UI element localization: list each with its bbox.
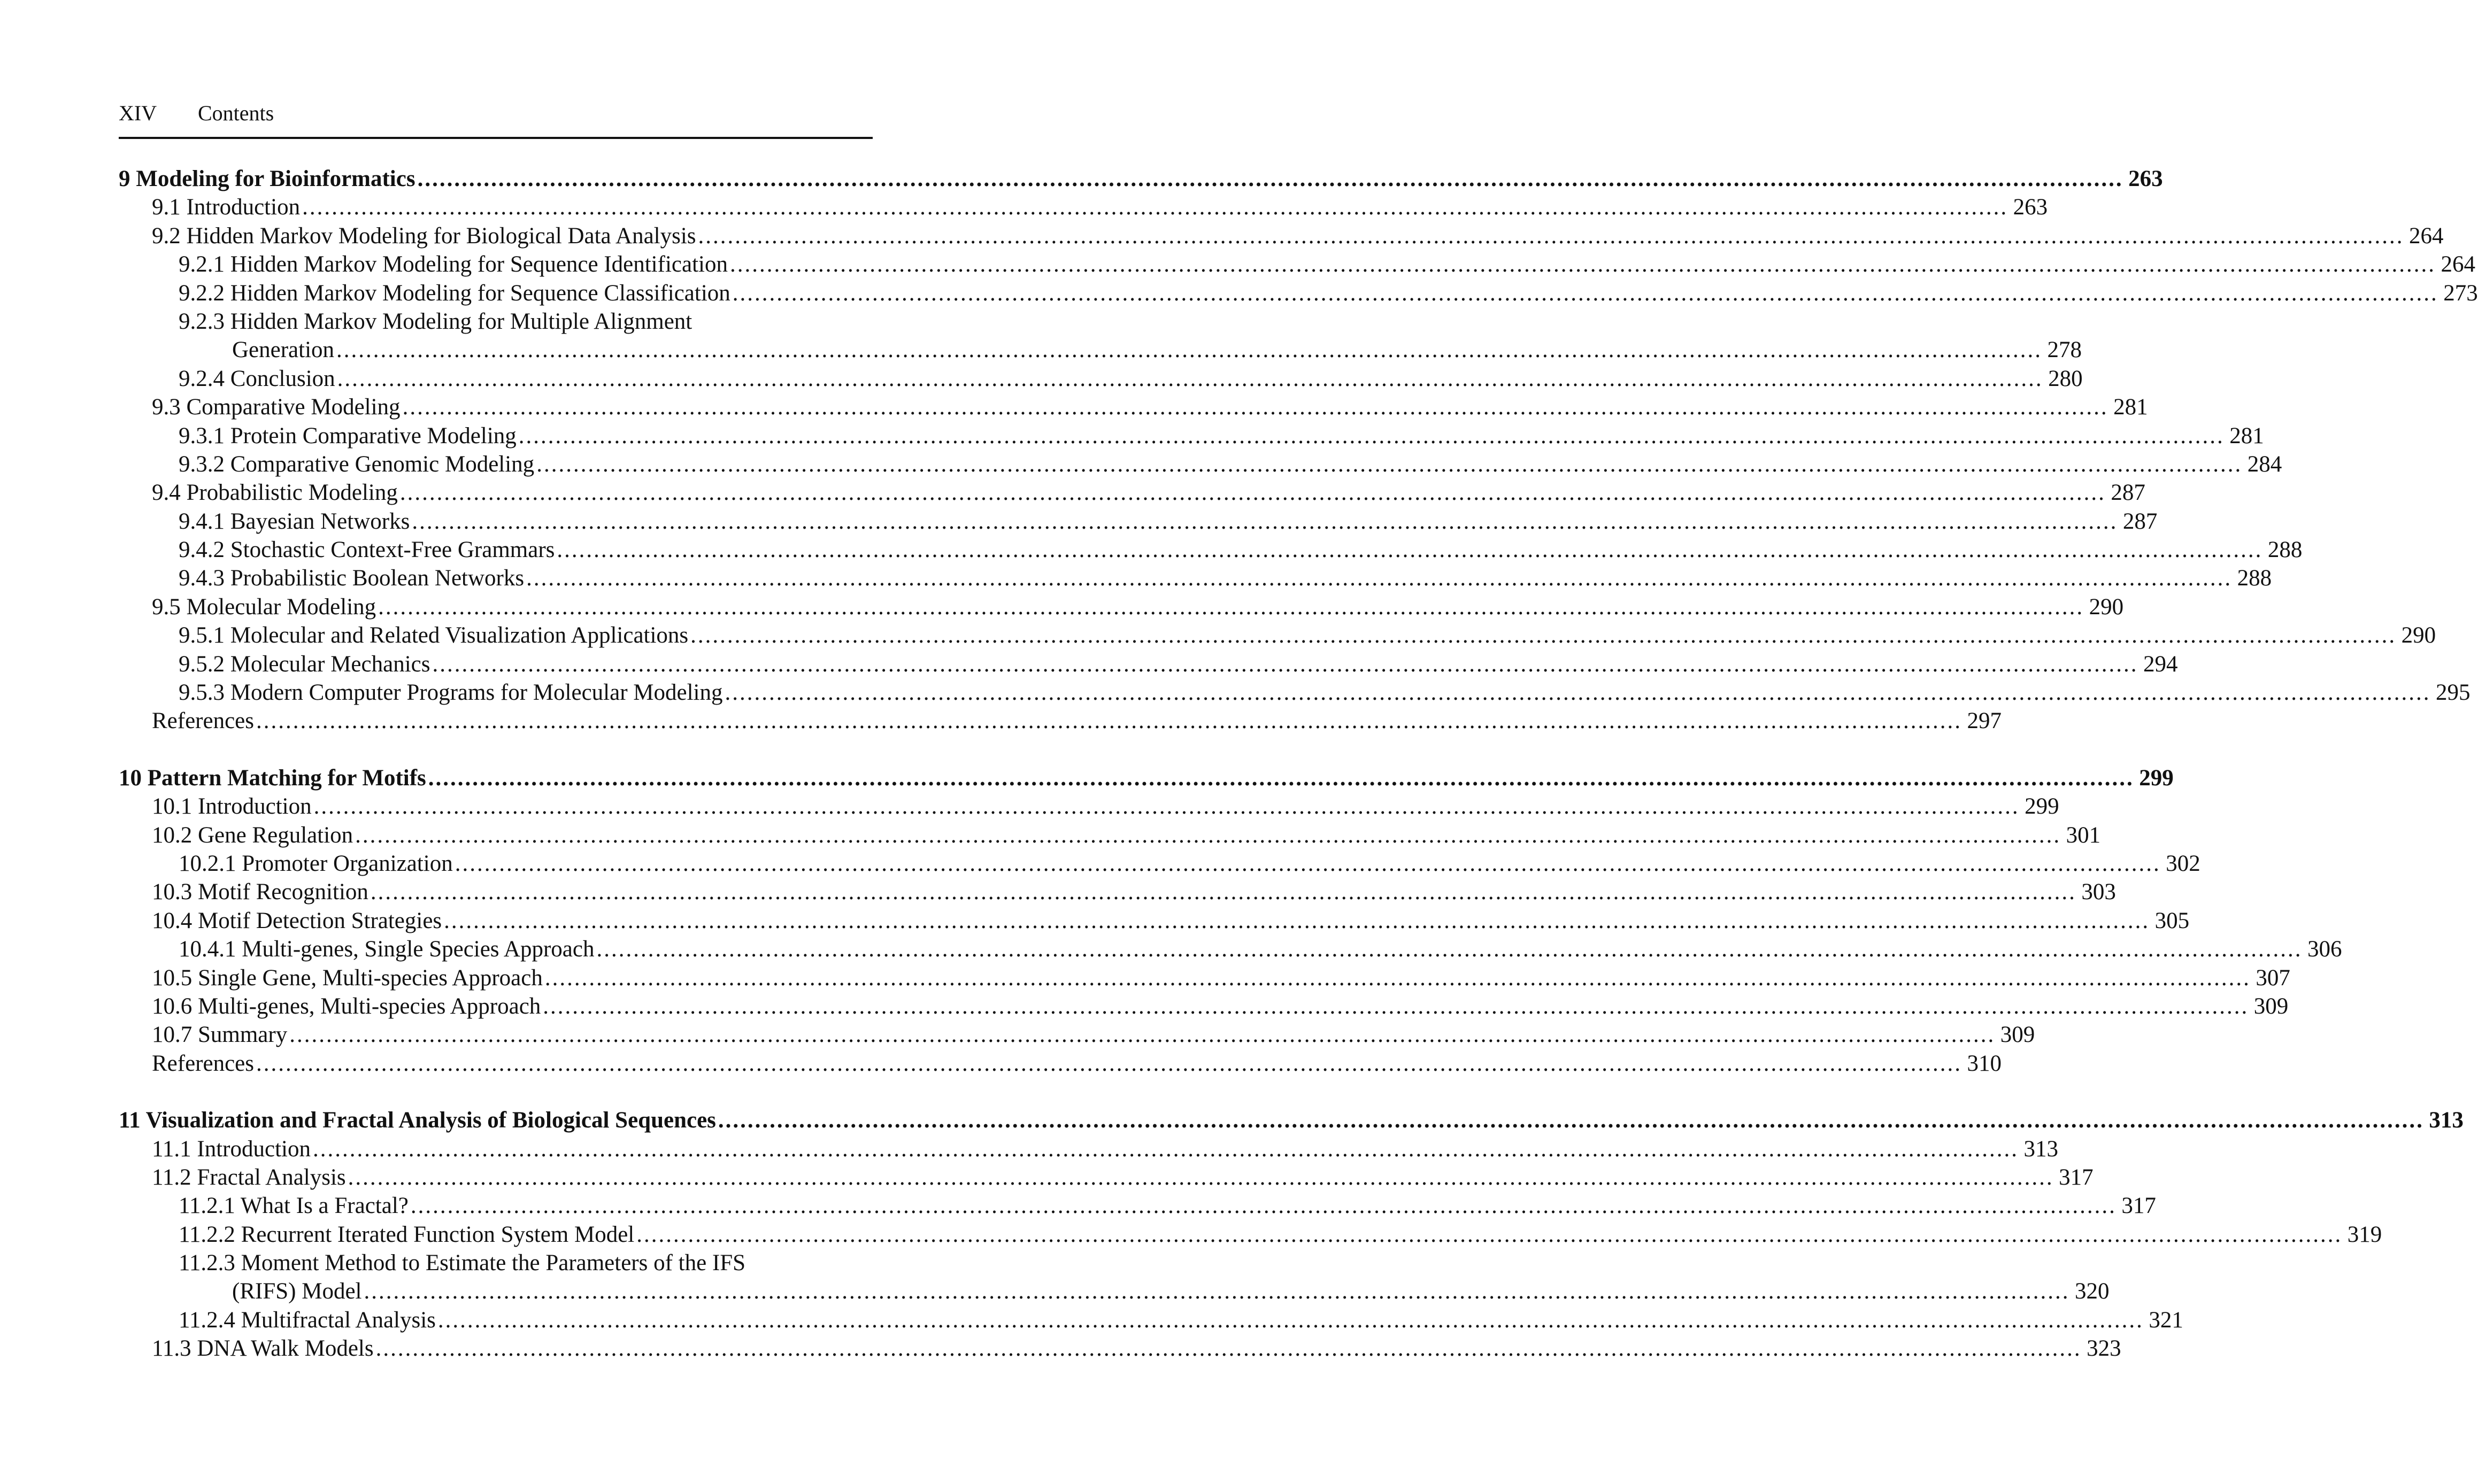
toc-entry-title: 9.4.2 Stochastic Context-Free Grammars <box>179 537 555 563</box>
dot-leader <box>698 222 2404 250</box>
dot-leader <box>400 478 2106 507</box>
toc-entry-page: 313 <box>2429 1108 2464 1133</box>
toc-entry[interactable] <box>119 1021 2035 1049</box>
toc-entry-title: 9.3.1 Protein Comparative Modeling <box>179 423 517 449</box>
toc-entry-title: 10.2.1 Promoter Organization <box>179 851 453 876</box>
toc-entry[interactable] <box>119 650 2178 678</box>
toc-entry-page: 278 <box>2047 337 2082 363</box>
toc-entry-page: 281 <box>2229 423 2264 449</box>
toc-entry-page: 297 <box>1967 708 2002 734</box>
page-number: XIV <box>119 101 157 125</box>
toc-entry[interactable] <box>119 964 2290 992</box>
toc-entry-page: 264 <box>2409 223 2444 249</box>
toc-entry-title: 9.5.3 Modern Computer Programs for Molecular Modeling <box>179 680 723 706</box>
toc-entry[interactable] <box>119 279 2478 307</box>
dot-leader <box>690 621 2396 650</box>
toc-entry[interactable] <box>119 422 2264 450</box>
table-of-contents <box>119 165 2478 1363</box>
toc-entry-page: 307 <box>2256 965 2290 991</box>
toc-entry[interactable] <box>119 222 2444 250</box>
toc-entry[interactable] <box>119 792 2059 821</box>
toc-entry-title: 10.5 Single Gene, Multi-species Approach <box>152 965 543 991</box>
toc-entry-page: 263 <box>2128 166 2163 191</box>
toc-entry-page: 302 <box>2166 851 2200 876</box>
toc-entry-title: 9.3 Comparative Modeling <box>152 395 401 420</box>
toc-entry-title: Generation <box>232 337 335 363</box>
dot-leader <box>336 336 2042 364</box>
dot-leader <box>432 650 2138 678</box>
toc-entry-page: 288 <box>2237 566 2272 591</box>
toc-entry-title: 9.4.3 Probabilistic Boolean Networks <box>179 566 525 591</box>
toc-entry[interactable] <box>119 1163 2094 1192</box>
toc-entry-page: 319 <box>2347 1222 2382 1247</box>
toc-entry-title: 11.2.1 What Is a Fractal? <box>179 1193 409 1219</box>
toc-chapter-entry[interactable] <box>119 764 2174 792</box>
toc-entry-page: 287 <box>2111 480 2145 506</box>
dot-leader <box>545 964 2251 992</box>
toc-entry-page: 295 <box>2436 680 2471 706</box>
toc-entry[interactable] <box>119 507 2158 536</box>
toc-entry-title: 9.2.4 Conclusion <box>179 366 335 391</box>
toc-entry-title: 11.2.2 Recurrent Iterated Function System Model <box>179 1222 635 1247</box>
toc-entry[interactable] <box>119 250 2475 279</box>
toc-entry[interactable] <box>119 336 2082 364</box>
toc-entry-page: 317 <box>2059 1164 2094 1190</box>
toc-entry-page: 317 <box>2121 1193 2156 1219</box>
dot-leader <box>718 1106 2424 1134</box>
dot-leader <box>314 792 2020 821</box>
dot-leader <box>378 593 2084 621</box>
toc-entry-page: 281 <box>2113 395 2148 420</box>
toc-entry-title: 9.5.1 Molecular and Related Visualization Applications <box>179 623 689 648</box>
toc-entry[interactable] <box>119 678 2471 707</box>
toc-entry-title: 10 Pattern Matching for Motifs <box>119 765 426 791</box>
toc-entry-page: 290 <box>2401 623 2436 648</box>
toc-entry-title: 11.2.3 Moment Method to Estimate the Parameters of the IFS <box>179 1250 746 1276</box>
toc-entry-page: 299 <box>2025 794 2059 820</box>
running-title: Contents <box>198 101 274 125</box>
toc-entry[interactable] <box>119 307 873 336</box>
toc-entry-page: 280 <box>2048 366 2083 391</box>
toc-entry[interactable] <box>119 1306 2183 1334</box>
toc-entry[interactable] <box>119 707 2002 735</box>
toc-entry-title: 9 Modeling for Bioinformatics <box>119 166 415 191</box>
dot-leader <box>418 165 2123 193</box>
toc-entry-title: 11 Visualization and Fractal Analysis of Biological Sequences <box>119 1108 716 1133</box>
dot-leader <box>636 1220 2342 1249</box>
toc-entry-page: 288 <box>2267 537 2303 563</box>
toc-entry-page: 305 <box>2154 908 2190 933</box>
toc-chapter-entry[interactable] <box>119 1106 2464 1134</box>
toc-entry-title: 9.3.2 Comparative Genomic Modeling <box>179 451 535 477</box>
toc-entry-title: 10.4.1 Multi-genes, Single Species Approach <box>179 937 595 962</box>
toc-entry-title: 10.6 Multi-genes, Multi-species Approach <box>152 993 541 1019</box>
toc-entry-title: References <box>152 1050 254 1076</box>
toc-entry-title: 9.1 Introduction <box>152 195 301 220</box>
toc-entry-page: 264 <box>2441 252 2475 277</box>
dot-leader <box>536 450 2242 478</box>
header-rule <box>119 137 873 139</box>
toc-entry-title: 9.4 Probabilistic Modeling <box>152 480 398 506</box>
toc-entry-page: 323 <box>2087 1336 2121 1362</box>
toc-entry-title: 9.5 Molecular Modeling <box>152 594 376 620</box>
toc-entry[interactable] <box>119 1249 873 1277</box>
toc-entry-page: 321 <box>2149 1307 2183 1333</box>
toc-entry[interactable] <box>119 849 2200 878</box>
toc-entry[interactable] <box>119 1192 2156 1220</box>
dot-leader <box>444 907 2150 935</box>
dot-leader <box>302 193 2008 221</box>
toc-entry-page: 320 <box>2074 1279 2110 1304</box>
toc-entry-title: 10.4 Motif Detection Strategies <box>152 908 442 933</box>
dot-leader <box>313 1135 2019 1163</box>
dot-leader <box>411 1192 2117 1220</box>
dot-leader <box>526 564 2232 592</box>
toc-entry-page: 290 <box>2089 594 2124 620</box>
toc-entry[interactable] <box>119 1220 2382 1249</box>
chapter-gap <box>119 736 873 764</box>
toc-entry[interactable] <box>119 878 2116 906</box>
dot-leader <box>557 536 2262 564</box>
toc-entry[interactable] <box>119 593 2124 621</box>
running-header <box>119 101 274 126</box>
toc-entry[interactable] <box>119 365 2083 393</box>
dot-leader <box>376 1334 2082 1363</box>
dot-leader <box>289 1021 1995 1049</box>
toc-entry[interactable] <box>119 193 2048 221</box>
toc-entry-page: 284 <box>2247 451 2282 477</box>
toc-entry-title: (RIFS) Model <box>232 1279 362 1304</box>
dot-leader <box>455 849 2161 878</box>
toc-entry-title: 11.2 Fractal Analysis <box>152 1164 346 1190</box>
dot-leader <box>596 935 2302 963</box>
toc-entry-title: 11.3 DNA Walk Models <box>152 1336 374 1362</box>
dot-leader <box>337 365 2043 393</box>
dot-leader <box>543 992 2249 1021</box>
dot-leader <box>348 1163 2054 1192</box>
toc-entry-page: 313 <box>2023 1136 2058 1162</box>
toc-entry[interactable] <box>119 1049 2002 1078</box>
toc-entry-title: 9.2 Hidden Markov Modeling for Biological Data Analysis <box>152 223 696 249</box>
dot-leader <box>438 1306 2144 1334</box>
toc-entry[interactable] <box>119 935 2342 963</box>
dot-leader <box>355 821 2061 849</box>
toc-entry[interactable] <box>119 478 2145 507</box>
toc-entry[interactable] <box>119 450 2282 478</box>
dot-leader <box>364 1277 2069 1305</box>
toc-entry[interactable] <box>119 907 2190 935</box>
dot-leader <box>730 250 2436 279</box>
toc-entry[interactable] <box>119 1334 2121 1363</box>
chapter-gap <box>119 1078 873 1106</box>
dot-leader <box>428 764 2134 792</box>
toc-entry-title: 11.1 Introduction <box>152 1136 311 1162</box>
toc-entry-page: 301 <box>2066 822 2101 848</box>
toc-entry[interactable] <box>119 1277 2110 1305</box>
dot-leader <box>403 393 2108 421</box>
toc-entry[interactable] <box>119 1135 2058 1163</box>
toc-entry-title: 10.1 Introduction <box>152 794 312 820</box>
toc-entry-title: 9.2.1 Hidden Markov Modeling for Sequence Identification <box>179 252 728 277</box>
toc-entry-page: 294 <box>2143 651 2178 677</box>
toc-entry-title: References <box>152 708 254 734</box>
toc-entry-title: 9.2.2 Hidden Markov Modeling for Sequence Classification <box>179 280 730 306</box>
toc-entry-page: 303 <box>2081 879 2116 905</box>
toc-entry[interactable] <box>119 536 2303 564</box>
toc-entry-title: 9.2.3 Hidden Markov Modeling for Multiple Alignment <box>179 308 692 334</box>
toc-entry[interactable] <box>119 564 2272 592</box>
toc-entry[interactable] <box>119 992 2289 1021</box>
toc-entry-title: 10.3 Motif Recognition <box>152 879 368 905</box>
toc-entry-title: 11.2.4 Multifractal Analysis <box>179 1307 436 1333</box>
toc-entry-page: 273 <box>2443 280 2478 306</box>
dot-leader <box>725 678 2431 707</box>
toc-entry[interactable] <box>119 621 2436 650</box>
toc-chapter-entry[interactable] <box>119 165 2163 193</box>
toc-entry-page: 309 <box>2253 993 2289 1019</box>
toc-entry-page: 287 <box>2122 508 2158 534</box>
toc-entry-title: 10.2 Gene Regulation <box>152 822 353 848</box>
dot-leader <box>256 707 1962 735</box>
dot-leader <box>256 1049 1962 1078</box>
toc-entry-title: 9.4.1 Bayesian Networks <box>179 508 410 534</box>
toc-entry[interactable] <box>119 393 2148 421</box>
toc-entry[interactable] <box>119 821 2101 849</box>
toc-entry-page: 309 <box>2000 1022 2035 1048</box>
toc-entry-page: 299 <box>2139 765 2174 791</box>
dot-leader <box>412 507 2118 536</box>
toc-entry-title: 10.7 Summary <box>152 1022 288 1048</box>
toc-entry-page: 263 <box>2013 195 2048 220</box>
dot-leader <box>519 422 2225 450</box>
dot-leader <box>371 878 2076 906</box>
toc-entry-page: 306 <box>2307 937 2342 962</box>
toc-entry-title: 9.5.2 Molecular Mechanics <box>179 651 430 677</box>
toc-entry-page: 310 <box>1967 1050 2002 1076</box>
dot-leader <box>733 279 2438 307</box>
